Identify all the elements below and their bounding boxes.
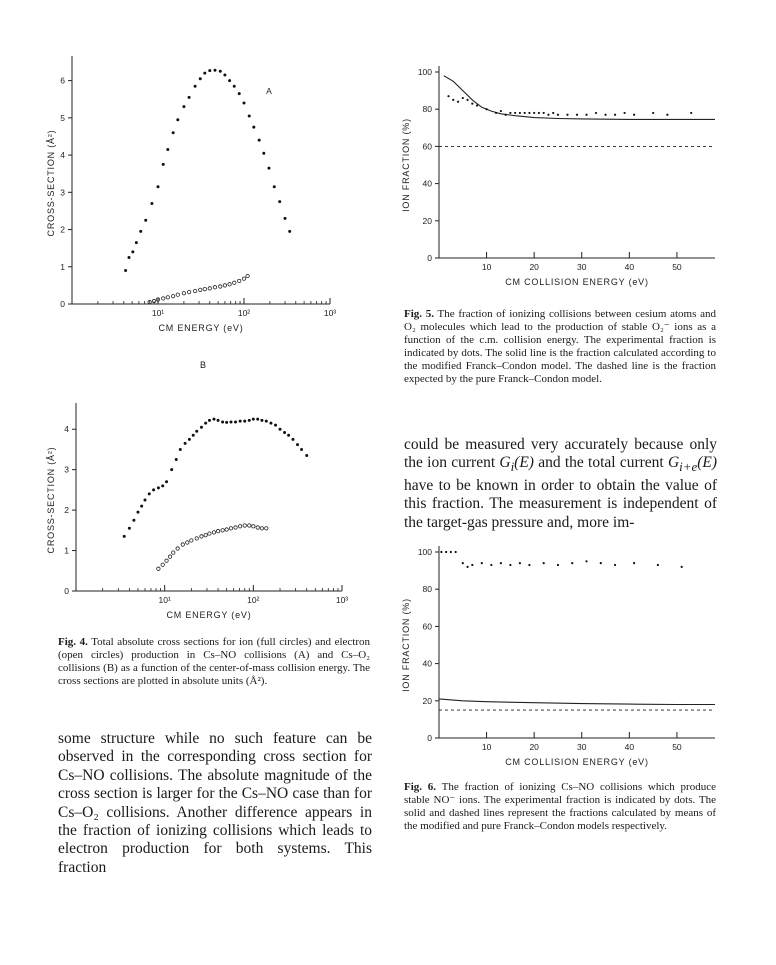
fig5-caption-text: The fraction of ionizing collisions between cesium atoms and O₂ molecules which lead to the production of stable O₂⁻ ions as a function of the c.m. collision energy. The experimental fraction is indicated by dots. The solid line is the fraction calculated according to the modified Franck–Condon model. The dashed line is the fraction expected by the pure Franck–Condon model. <box>404 308 716 385</box>
data-point <box>234 420 237 423</box>
data-point-open <box>212 531 215 534</box>
data-point-open <box>246 274 249 277</box>
data-point-open <box>166 296 169 299</box>
x-tick-label: 10² <box>247 595 260 605</box>
data-point <box>128 527 131 530</box>
body-text-right <box>404 436 717 532</box>
data-point <box>157 185 160 188</box>
data-point <box>262 152 265 155</box>
data-point <box>179 448 182 451</box>
data-point <box>571 562 573 564</box>
data-point <box>505 114 507 116</box>
data-point-open <box>162 297 165 300</box>
x-tick-label: 10³ <box>323 308 337 318</box>
data-point-open <box>238 525 241 528</box>
fig4-caption-label: Fig. 4. <box>58 636 88 648</box>
data-point <box>500 562 502 564</box>
data-point <box>450 551 452 553</box>
data-point <box>466 99 468 101</box>
data-point <box>657 564 659 566</box>
y-tick-label: 3 <box>60 187 65 198</box>
data-point <box>256 418 259 421</box>
solid-line <box>439 699 715 705</box>
fig4B-panel-label: B <box>200 360 207 370</box>
data-point <box>131 250 134 253</box>
x-tick-label: 40 <box>624 262 635 272</box>
y-tick-label: 0 <box>60 299 65 309</box>
x-tick-label: 10¹ <box>151 308 165 318</box>
x-tick-label: 30 <box>577 742 587 752</box>
solid-line <box>444 76 715 120</box>
data-point <box>239 420 242 423</box>
data-point-open <box>172 551 175 554</box>
fig4-caption-text: Total absolute cross sections for ion (full circles) and electron (open circles) production in Cs–NO collisions (A) and Cs–O₂ collisions (B) as a function of the center-of-mass collision energy. The cross sections are plotted in absolute units (Å²). <box>58 636 371 687</box>
data-point <box>566 114 568 116</box>
data-point <box>204 422 207 425</box>
data-point <box>296 443 299 446</box>
data-point <box>547 114 549 116</box>
fig5-caption-label: Fig. 5. <box>404 308 435 320</box>
data-point <box>273 185 276 188</box>
data-point <box>279 428 282 431</box>
y-tick-label: 1 <box>60 261 65 272</box>
data-point <box>274 424 277 427</box>
data-point-open <box>219 285 222 288</box>
data-point <box>199 77 202 80</box>
data-point <box>203 72 206 75</box>
data-point <box>528 564 530 566</box>
data-point <box>192 434 195 437</box>
data-point <box>148 492 151 495</box>
x-tick-label: 10¹ <box>158 595 171 605</box>
data-point <box>500 110 502 112</box>
y-tick-label: 40 <box>422 658 432 669</box>
x-tick-label: 10 <box>481 262 492 272</box>
data-point <box>287 434 290 437</box>
data-point-open <box>225 528 228 531</box>
y-tick-label: 1 <box>64 545 69 556</box>
y-tick-label: 40 <box>422 178 432 189</box>
data-point-open <box>181 543 184 546</box>
x-tick-label: 20 <box>529 742 539 752</box>
data-point <box>485 108 487 110</box>
data-point <box>471 564 473 566</box>
data-point <box>248 419 251 422</box>
data-point <box>132 519 135 522</box>
fig5-caption <box>404 308 716 386</box>
data-point-open <box>252 525 255 528</box>
data-point <box>557 564 559 566</box>
fig6-caption <box>404 781 716 833</box>
y-tick-label: 60 <box>422 621 432 632</box>
data-point <box>528 112 530 114</box>
data-point <box>188 438 191 441</box>
data-point <box>291 438 294 441</box>
data-point <box>495 112 497 114</box>
data-point <box>139 230 142 233</box>
y-tick-label: 3 <box>64 464 69 475</box>
data-point <box>225 421 228 424</box>
y-tick-label: 100 <box>417 67 432 77</box>
data-point-open <box>165 559 168 562</box>
data-point <box>600 562 602 564</box>
data-point <box>194 85 197 88</box>
data-point <box>533 112 535 114</box>
data-point <box>150 202 153 205</box>
data-point <box>219 70 222 73</box>
y-tick-label: 4 <box>60 150 65 161</box>
data-point <box>157 486 160 489</box>
data-point-open <box>161 563 164 566</box>
data-point-open <box>204 533 207 536</box>
data-point <box>143 499 146 502</box>
data-point <box>633 562 635 564</box>
y-tick-label: 0 <box>427 253 432 263</box>
fig6-caption-text: The fraction of ionizing Cs–NO collisions which produce stable NO⁻ ions. The experimental fraction is indicated by dots. The solid and dashed lines represent the fractions calculated by means of the modified and pure Franck–Condon models respectively. <box>404 781 716 832</box>
body-text-left: some structure while no such feature can be observed in the corresponding cross section for Cs–NO collisions. The absolute magnitude of the cross section is larger for the Cs–NO case than for Cs–O₂ collisions. Another difference appears in the fraction of ionizing collisions which leads to electron production for both systems. This fraction <box>58 730 372 876</box>
data-point-open <box>200 535 203 538</box>
data-point-open <box>216 529 219 532</box>
data-point-open <box>176 547 179 550</box>
y-axis-label: ION FRACTION (%) <box>401 598 411 692</box>
data-point <box>162 163 165 166</box>
data-point <box>184 442 187 445</box>
data-point <box>471 103 473 105</box>
data-point <box>666 114 668 116</box>
data-point <box>466 566 468 568</box>
data-point <box>166 148 169 151</box>
y-tick-label: 5 <box>60 112 65 123</box>
y-tick-label: 20 <box>422 215 432 226</box>
data-point <box>440 551 442 553</box>
x-tick-label: 10² <box>237 308 251 318</box>
data-point-open <box>260 527 263 530</box>
data-point <box>243 420 246 423</box>
data-point <box>514 112 516 114</box>
fig4B-chart <box>40 395 400 635</box>
data-point <box>165 480 168 483</box>
data-point-open <box>228 283 231 286</box>
y-tick-label: 20 <box>422 695 432 706</box>
data-point <box>585 560 587 562</box>
data-point-open <box>243 524 246 527</box>
body-text-right-pre: could be measured very accurately because only the ion current <box>404 436 717 472</box>
y-axis-label: ION FRACTION (%) <box>401 118 411 212</box>
data-point-open <box>213 286 216 289</box>
data-point <box>269 422 272 425</box>
data-point <box>161 484 164 487</box>
data-point <box>300 448 303 451</box>
data-point <box>462 97 464 99</box>
data-point <box>136 511 139 514</box>
fig6-caption-label: Fig. 6. <box>404 781 437 793</box>
data-point <box>623 112 625 114</box>
data-point <box>195 430 198 433</box>
data-point <box>217 419 220 422</box>
data-point-open <box>168 555 171 558</box>
data-point-open <box>265 527 268 530</box>
data-point-open <box>208 532 211 535</box>
data-point <box>265 420 268 423</box>
data-point-open <box>238 279 241 282</box>
data-point <box>445 551 447 553</box>
data-point <box>258 139 261 142</box>
y-tick-label: 60 <box>422 141 432 152</box>
data-point <box>557 114 559 116</box>
data-point <box>188 96 191 99</box>
data-point <box>681 566 683 568</box>
fig6-chart <box>395 538 745 778</box>
y-tick-label: 0 <box>64 586 69 596</box>
data-point <box>524 112 526 114</box>
data-point-open <box>248 524 251 527</box>
y-tick-label: 100 <box>417 547 432 557</box>
data-point <box>175 458 178 461</box>
data-point <box>208 419 211 422</box>
data-point <box>552 112 554 114</box>
data-point-open <box>195 537 198 540</box>
data-point <box>243 101 246 104</box>
data-point <box>172 131 175 134</box>
data-point <box>267 167 270 170</box>
data-point <box>176 118 179 121</box>
data-point <box>519 562 521 564</box>
body-text-right-post: have to be known in order to obtain the value of this fraction. The measurement is independent of the target-gas pressure and, more im- <box>404 476 717 531</box>
data-point <box>135 241 138 244</box>
data-point <box>228 79 231 82</box>
data-point <box>457 101 459 103</box>
data-point <box>462 562 464 564</box>
data-point <box>538 112 540 114</box>
data-point <box>144 219 147 222</box>
data-point <box>452 99 454 101</box>
data-point <box>221 420 224 423</box>
data-point-open <box>234 526 237 529</box>
data-point-open <box>171 294 174 297</box>
data-point <box>152 488 155 491</box>
data-point <box>213 69 216 72</box>
x-axis-label: CM ENERGY (eV) <box>158 323 244 333</box>
data-point <box>124 269 127 272</box>
fig5-chart <box>395 58 745 298</box>
data-point <box>633 114 635 116</box>
data-point <box>455 551 457 553</box>
y-tick-label: 80 <box>422 104 432 115</box>
data-point-open <box>157 567 160 570</box>
data-point-open <box>208 287 211 290</box>
data-point-open <box>229 527 232 530</box>
data-point <box>284 217 287 220</box>
data-point <box>208 69 211 72</box>
data-point <box>595 112 597 114</box>
data-point-open <box>221 529 224 532</box>
data-point <box>288 230 291 233</box>
data-point-open <box>176 293 179 296</box>
y-tick-label: 2 <box>60 224 65 235</box>
x-tick-label: 20 <box>529 262 539 272</box>
data-point <box>182 105 185 108</box>
data-point <box>238 92 241 95</box>
data-point <box>260 419 263 422</box>
x-axis-label: CM COLLISION ENERGY (eV) <box>505 277 649 287</box>
data-point <box>233 85 236 88</box>
data-point <box>543 112 545 114</box>
x-tick-label: 50 <box>672 262 682 272</box>
data-point <box>509 112 511 114</box>
data-point <box>252 126 255 129</box>
data-point <box>200 426 203 429</box>
data-point <box>127 256 130 259</box>
y-axis-label: CROSS-SECTION (Å²) <box>46 129 56 237</box>
data-point <box>519 112 521 114</box>
data-point <box>604 114 606 116</box>
y-tick-label: 0 <box>427 733 432 743</box>
data-point <box>585 114 587 116</box>
panel-label: A <box>266 86 272 96</box>
y-tick-label: 6 <box>60 75 65 86</box>
data-point-open <box>233 281 236 284</box>
fig4A-chart <box>40 50 400 390</box>
data-point <box>170 468 173 471</box>
data-point <box>576 114 578 116</box>
data-point <box>509 564 511 566</box>
y-tick-label: 80 <box>422 584 432 595</box>
data-point <box>283 431 286 434</box>
y-tick-label: 2 <box>64 505 69 516</box>
body-text-right-mid: and the total current <box>533 454 668 472</box>
data-point-open <box>223 284 226 287</box>
data-point-open <box>187 290 190 293</box>
ion-current-symbol: $G_i(E)$ <box>499 454 534 475</box>
data-point-open <box>182 292 185 295</box>
x-tick-label: 10³ <box>335 595 349 605</box>
x-tick-label: 50 <box>672 742 682 752</box>
data-point <box>140 505 143 508</box>
data-point-open <box>186 541 189 544</box>
y-axis-label: CROSS-SECTION (Å²) <box>46 446 56 554</box>
data-point <box>652 112 654 114</box>
data-point <box>123 535 126 538</box>
data-point <box>543 562 545 564</box>
data-point <box>230 420 233 423</box>
x-tick-label: 40 <box>624 742 635 752</box>
data-point-open <box>190 539 193 542</box>
x-tick-label: 10 <box>481 742 492 752</box>
data-point-open <box>203 287 206 290</box>
data-point <box>212 418 215 421</box>
data-point <box>690 112 692 114</box>
data-point <box>614 114 616 116</box>
x-axis-label: CM ENERGY (eV) <box>166 610 252 620</box>
data-point-open <box>256 526 259 529</box>
data-point <box>447 95 449 97</box>
fig4-caption <box>58 636 370 688</box>
data-point <box>223 74 226 77</box>
data-point <box>252 418 255 421</box>
data-point <box>305 454 308 457</box>
data-point <box>278 200 281 203</box>
data-point-open <box>199 288 202 291</box>
data-point <box>614 564 616 566</box>
y-tick-label: 4 <box>64 424 69 435</box>
data-point-open <box>193 289 196 292</box>
data-point <box>476 104 478 106</box>
total-current-symbol: $G_{i+e}(E)$ <box>667 454 717 475</box>
data-point <box>481 562 483 564</box>
x-tick-label: 30 <box>577 262 587 272</box>
data-point-open <box>242 277 245 280</box>
data-point <box>490 564 492 566</box>
x-axis-label: CM COLLISION ENERGY (eV) <box>505 757 649 767</box>
data-point <box>248 114 251 117</box>
